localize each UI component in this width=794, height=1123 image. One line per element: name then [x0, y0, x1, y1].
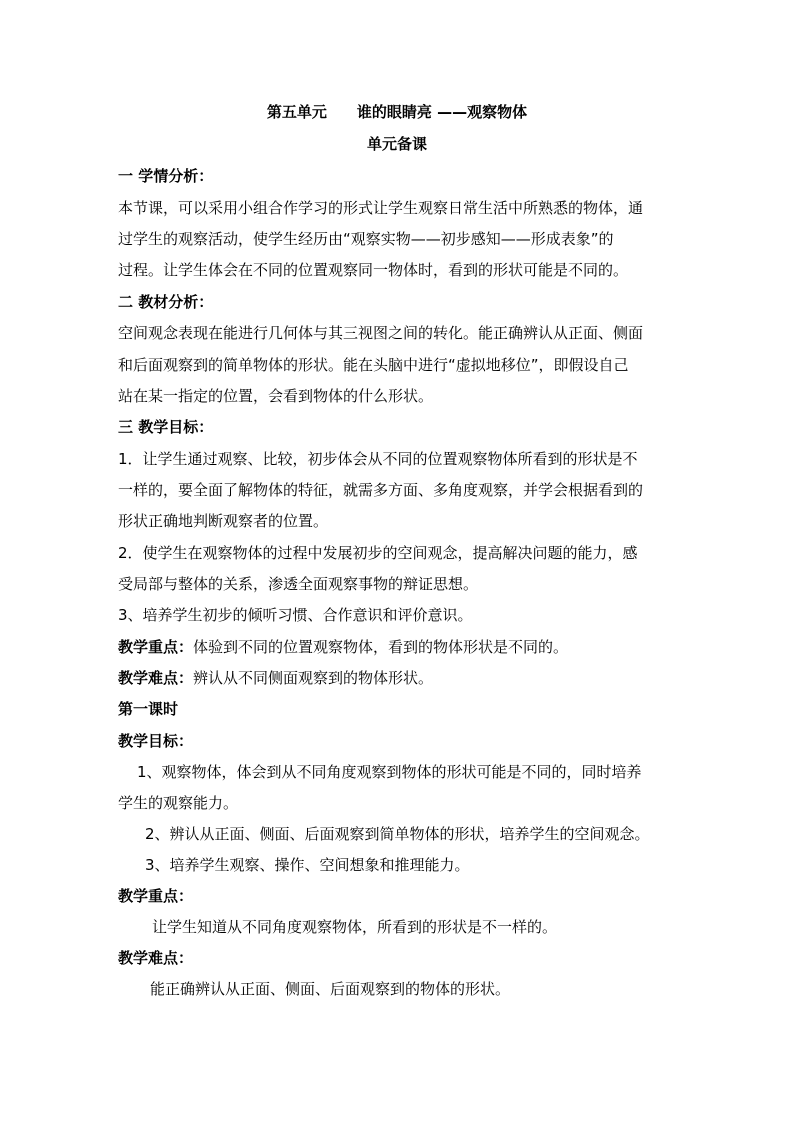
paragraph-line: 一样的，要全面了解物体的特征，就需多方面、多角度观察，并学会根据看到的 — [118, 481, 644, 499]
difficulty-label: 教学难点： — [118, 669, 194, 687]
lesson-goal-line: 3、培养学生观察、操作、空间想象和推理能力。 — [145, 856, 470, 874]
difficulty-line — [118, 668, 433, 688]
document-subtitle: 单元备课 — [366, 135, 427, 153]
paragraph-line: 和后面观察到的简单物体的形状。能在头脑中进行“虚拟地移位”，即假设自己 — [118, 356, 629, 374]
lesson-key-text: 让学生知道从不同角度观察物体，所看到的形状是不一样的。 — [152, 918, 558, 936]
section-heading-teaching-goals: 三 教学目标： — [118, 418, 214, 436]
lesson-goal-line: 学生的观察能力。 — [118, 794, 239, 812]
lesson-key-label: 教学重点： — [118, 887, 194, 905]
paragraph-line: 站在某一指定的位置，会看到物体的什么形状。 — [118, 387, 434, 405]
section-heading-textbook-analysis: 二 教材分析： — [118, 293, 214, 311]
paragraph-line: 空间观念表现在能进行几何体与其三视图之间的转化。能正确辨认从正面、侧面 — [118, 324, 644, 342]
section-heading-learning-analysis: 一 学情分析： — [118, 167, 214, 185]
paragraph-line: 受局部与整体的关系，渗透全面观察事物的辩证思想。 — [118, 575, 479, 593]
lesson-goals-label: 教学目标： — [118, 732, 194, 750]
key-point-label: 教学重点： — [118, 638, 194, 656]
difficulty-text: 辨认从不同侧面观察到的物体形状。 — [193, 669, 434, 687]
lesson-difficulty-label: 教学难点： — [118, 949, 194, 967]
lesson-goal-line: 2、辨认从正面、侧面、后面观察到简单物体的形状，培养学生的空间观念。 — [145, 825, 650, 843]
key-point-text: 体验到不同的位置观察物体，看到的物体形状是不同的。 — [193, 638, 569, 656]
paragraph-line: 2．使学生在观察物体的过程中发展初步的空间观念，提高解决问题的能力，感 — [118, 544, 638, 562]
document-title: 第五单元 谁的眼睛亮 ——观察物体 — [266, 103, 528, 121]
lesson-heading: 第一课时 — [118, 700, 179, 718]
paragraph-line: 3、培养学生初步的倾听习惯、合作意识和评价意识。 — [118, 606, 473, 624]
key-point-line — [118, 637, 568, 657]
paragraph-line: 过学生的观察活动，使学生经历由“观察实物——初步感知——形成表象”的 — [118, 230, 614, 248]
lesson-difficulty-text: 能正确辨认从正面、侧面、后面观察到的物体的形状。 — [150, 980, 511, 998]
paragraph-line: 形状正确地判断观察者的位置。 — [118, 512, 329, 530]
paragraph-line: 本节课，可以采用小组合作学习的形式让学生观察日常生活中所熟悉的物体，通 — [118, 199, 644, 217]
paragraph-line: 过程。让学生体会在不同的位置观察同一物体时，看到的形状可能是不同的。 — [118, 261, 629, 279]
lesson-goal-line: 1、观察物体，体会到从不同角度观察到物体的形状可能是不同的，同时培养 — [137, 763, 642, 781]
paragraph-line: 1．让学生通过观察、比较，初步体会从不同的位置观察物体所看到的形状是不 — [118, 450, 638, 468]
